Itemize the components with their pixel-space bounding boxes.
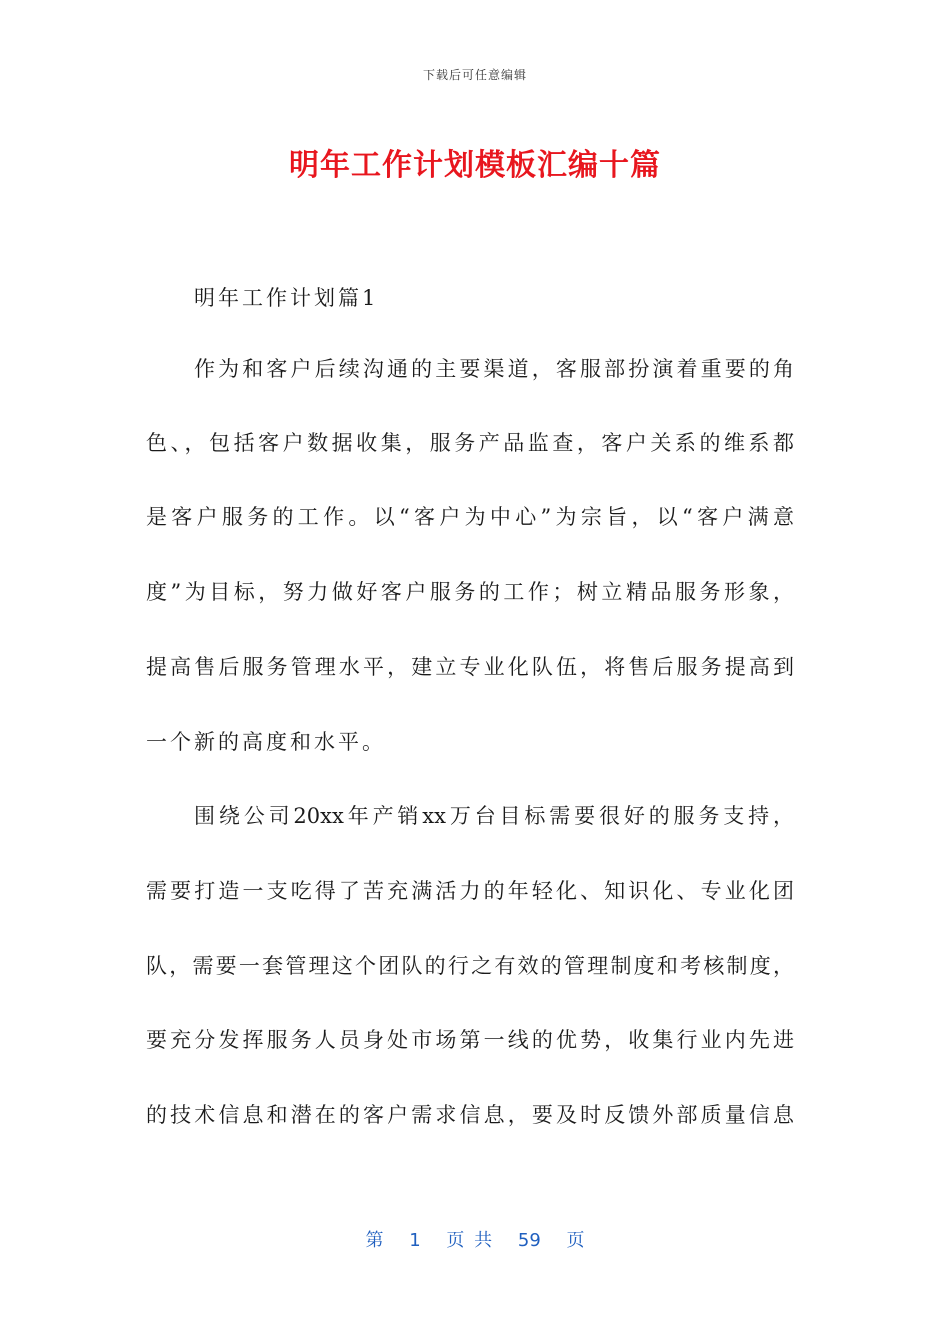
footer-current-page: 1 [409,1230,421,1251]
section-heading: 明年工作计划篇1 [194,286,379,310]
paragraph-line: 度”为目标，努力做好客户服务的工作；树立精品服务形象， [146,580,794,604]
paragraph-line: 的技术信息和潜在的客户需求信息，要及时反馈外部质量信息 [146,1103,794,1127]
page-footer [0,1226,950,1252]
paragraph-line: 要充分发挥服务人员身处市场第一线的优势，收集行业内先进 [146,1028,794,1052]
paragraph-line: 需要打造一支吃得了苦充满活力的年轻化、知识化、专业化团 [146,879,794,903]
paragraph-line: 是客户服务的工作。以“客户为中心”为宗旨，以“客户满意 [146,505,794,529]
paragraph-line: 作为和客户后续沟通的主要渠道，客服部扮演着重要的角 [194,357,794,381]
footer-total-pages: 59 [517,1230,541,1251]
paragraph-line: 队，需要一套管理这个团队的行之有效的管理制度和考核制度， [146,954,794,978]
footer-prefix: 第 [365,1230,384,1251]
paragraph-line: 色、，包括客户数据收集，服务产品监查，客户关系的维系都 [146,431,794,455]
paragraph-line: 一个新的高度和水平。 [146,730,386,754]
footer-middle: 页 共 [446,1230,493,1251]
header-note: 下载后可任意编辑 [422,68,527,82]
paragraph-line: 提高售后服务管理水平，建立专业化队伍，将售后服务提高到 [146,655,794,679]
document-title: 明年工作计划模板汇编十篇 [289,148,661,183]
footer-suffix: 页 [566,1230,585,1251]
paragraph-line: 围绕公司20xx年产销xx万台目标需要很好的服务支持， [194,804,794,828]
